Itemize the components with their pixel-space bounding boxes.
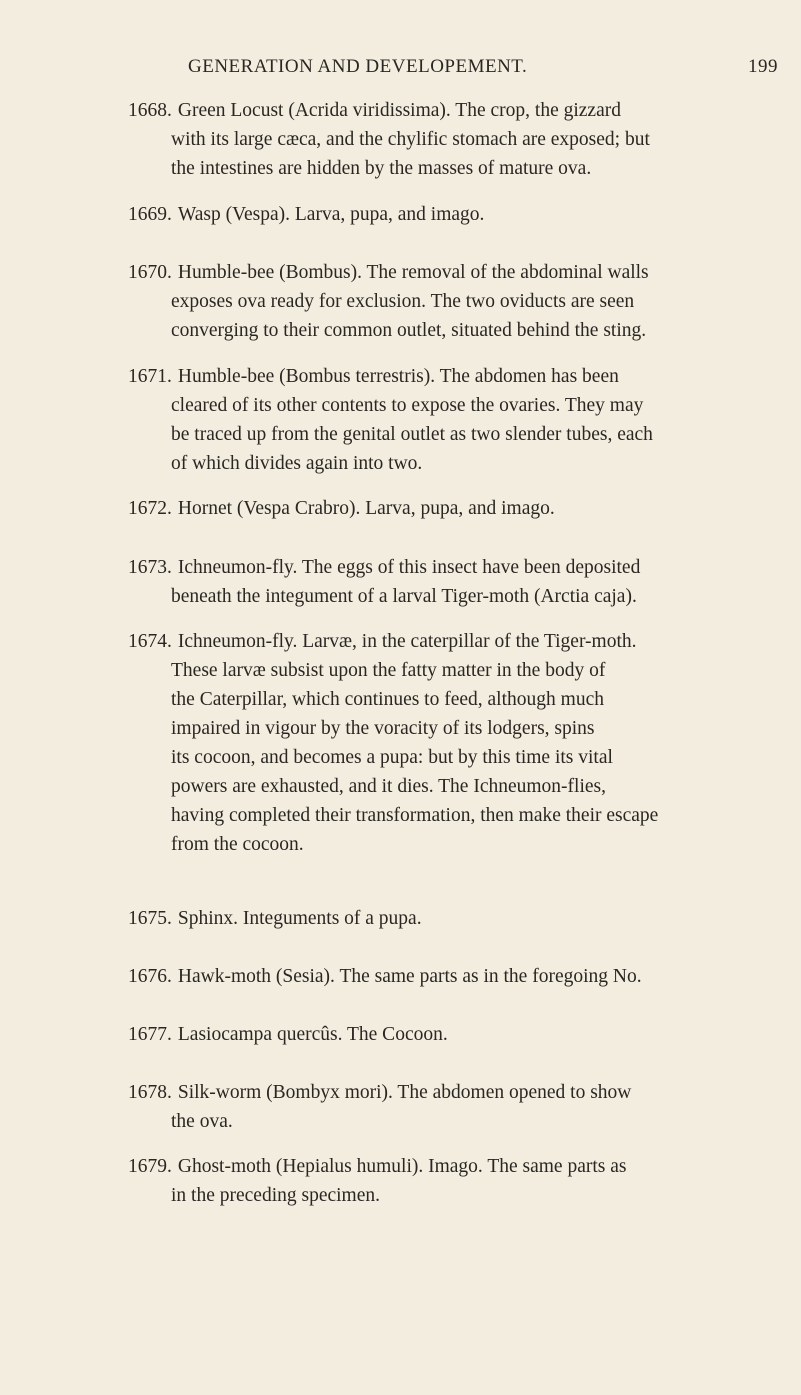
entry-line: from the cocoon. <box>171 834 304 855</box>
entry-line: be traced up from the genital outlet as two slender tubes, each <box>171 424 653 445</box>
entry-number: 1674. <box>128 631 172 652</box>
running-title: GENERATION AND DEVELOPEMENT. <box>188 56 528 77</box>
entry-line: in the preceding specimen. <box>171 1185 381 1206</box>
entry-line: beneath the integument of a larval Tiger-moth (Arctia caja). <box>171 586 637 607</box>
entry-line: Humble-bee (Bombus). The removal of the abdominal walls <box>177 262 649 283</box>
entry-line: impaired in vigour by the voracity of its lodgers, spins <box>171 718 595 739</box>
entry-line: Humble-bee (Bombus terrestris). The abdomen has been <box>177 366 619 387</box>
catalogue-entry <box>128 1152 688 1210</box>
entry-number: 1673. <box>128 557 172 578</box>
entry-line: the intestines are hidden by the masses of mature ova. <box>171 158 592 179</box>
entry-line: Ichneumon-fly. Larvæ, in the caterpillar of the Tiger-moth. <box>177 631 637 652</box>
entry-line: converging to their common outlet, situated behind the sting. <box>171 320 647 341</box>
entry-number: 1677. <box>128 1024 172 1045</box>
entry-line: Silk-worm (Bombyx mori). The abdomen opened to show <box>177 1082 632 1103</box>
entry-line: Lasiocampa quercûs. The Cocoon. <box>177 1024 448 1045</box>
entry-line: Wasp (Vespa). Larva, pupa, and imago. <box>177 204 485 225</box>
entry-line: Sphinx. Integuments of a pupa. <box>177 908 422 929</box>
catalogue-entry <box>128 96 688 183</box>
entry-number: 1679. <box>128 1156 172 1177</box>
catalogue-entry <box>128 362 688 478</box>
catalogue-entry <box>128 1020 688 1049</box>
catalogue-entry <box>128 258 688 345</box>
catalogue-entry <box>128 553 688 611</box>
entry-line: having completed their transformation, then make their escape <box>171 805 659 826</box>
entry-line: These larvæ subsist upon the fatty matter in the body of <box>171 660 606 681</box>
entry-line: Hornet (Vespa Crabro). Larva, pupa, and imago. <box>177 498 555 519</box>
entry-number: 1675. <box>128 908 172 929</box>
entry-line: Hawk-moth (Sesia). The same parts as in the foregoing No. <box>177 966 642 987</box>
entry-number: 1670. <box>128 262 172 283</box>
entry-line: its cocoon, and becomes a pupa: but by this time its vital <box>171 747 613 768</box>
page-number: 199 <box>748 56 778 77</box>
entry-line: Ichneumon-fly. The eggs of this insect have been deposited <box>177 557 641 578</box>
entry-number: 1671. <box>128 366 172 387</box>
catalogue-entry <box>128 627 688 859</box>
entry-number: 1678. <box>128 1082 172 1103</box>
entry-number: 1676. <box>128 966 172 987</box>
entry-line: exposes ova ready for exclusion. The two oviducts are seen <box>171 291 635 312</box>
catalogue-entry <box>128 494 688 523</box>
catalogue-entry <box>128 200 688 229</box>
entry-number: 1669. <box>128 204 172 225</box>
entry-line: powers are exhausted, and it dies. The Ichneumon-flies, <box>171 776 606 797</box>
entry-line: of which divides again into two. <box>171 453 423 474</box>
entry-line: the Caterpillar, which continues to feed, although much <box>171 689 604 710</box>
entry-line: with its large cæca, and the chylific stomach are exposed; but <box>171 129 650 150</box>
catalogue-entry <box>128 1078 688 1136</box>
entry-number: 1672. <box>128 498 172 519</box>
catalogue-entry <box>128 904 688 933</box>
entry-number: 1668. <box>128 100 172 121</box>
entry-line: Green Locust (Acrida viridissima). The crop, the gizzard <box>177 100 621 121</box>
entry-line: Ghost-moth (Hepialus humuli). Imago. The same parts as <box>177 1156 627 1177</box>
entry-line: cleared of its other contents to expose the ovaries. They may <box>171 395 644 416</box>
catalogue-entry <box>128 962 688 991</box>
entry-line: the ova. <box>171 1111 233 1132</box>
